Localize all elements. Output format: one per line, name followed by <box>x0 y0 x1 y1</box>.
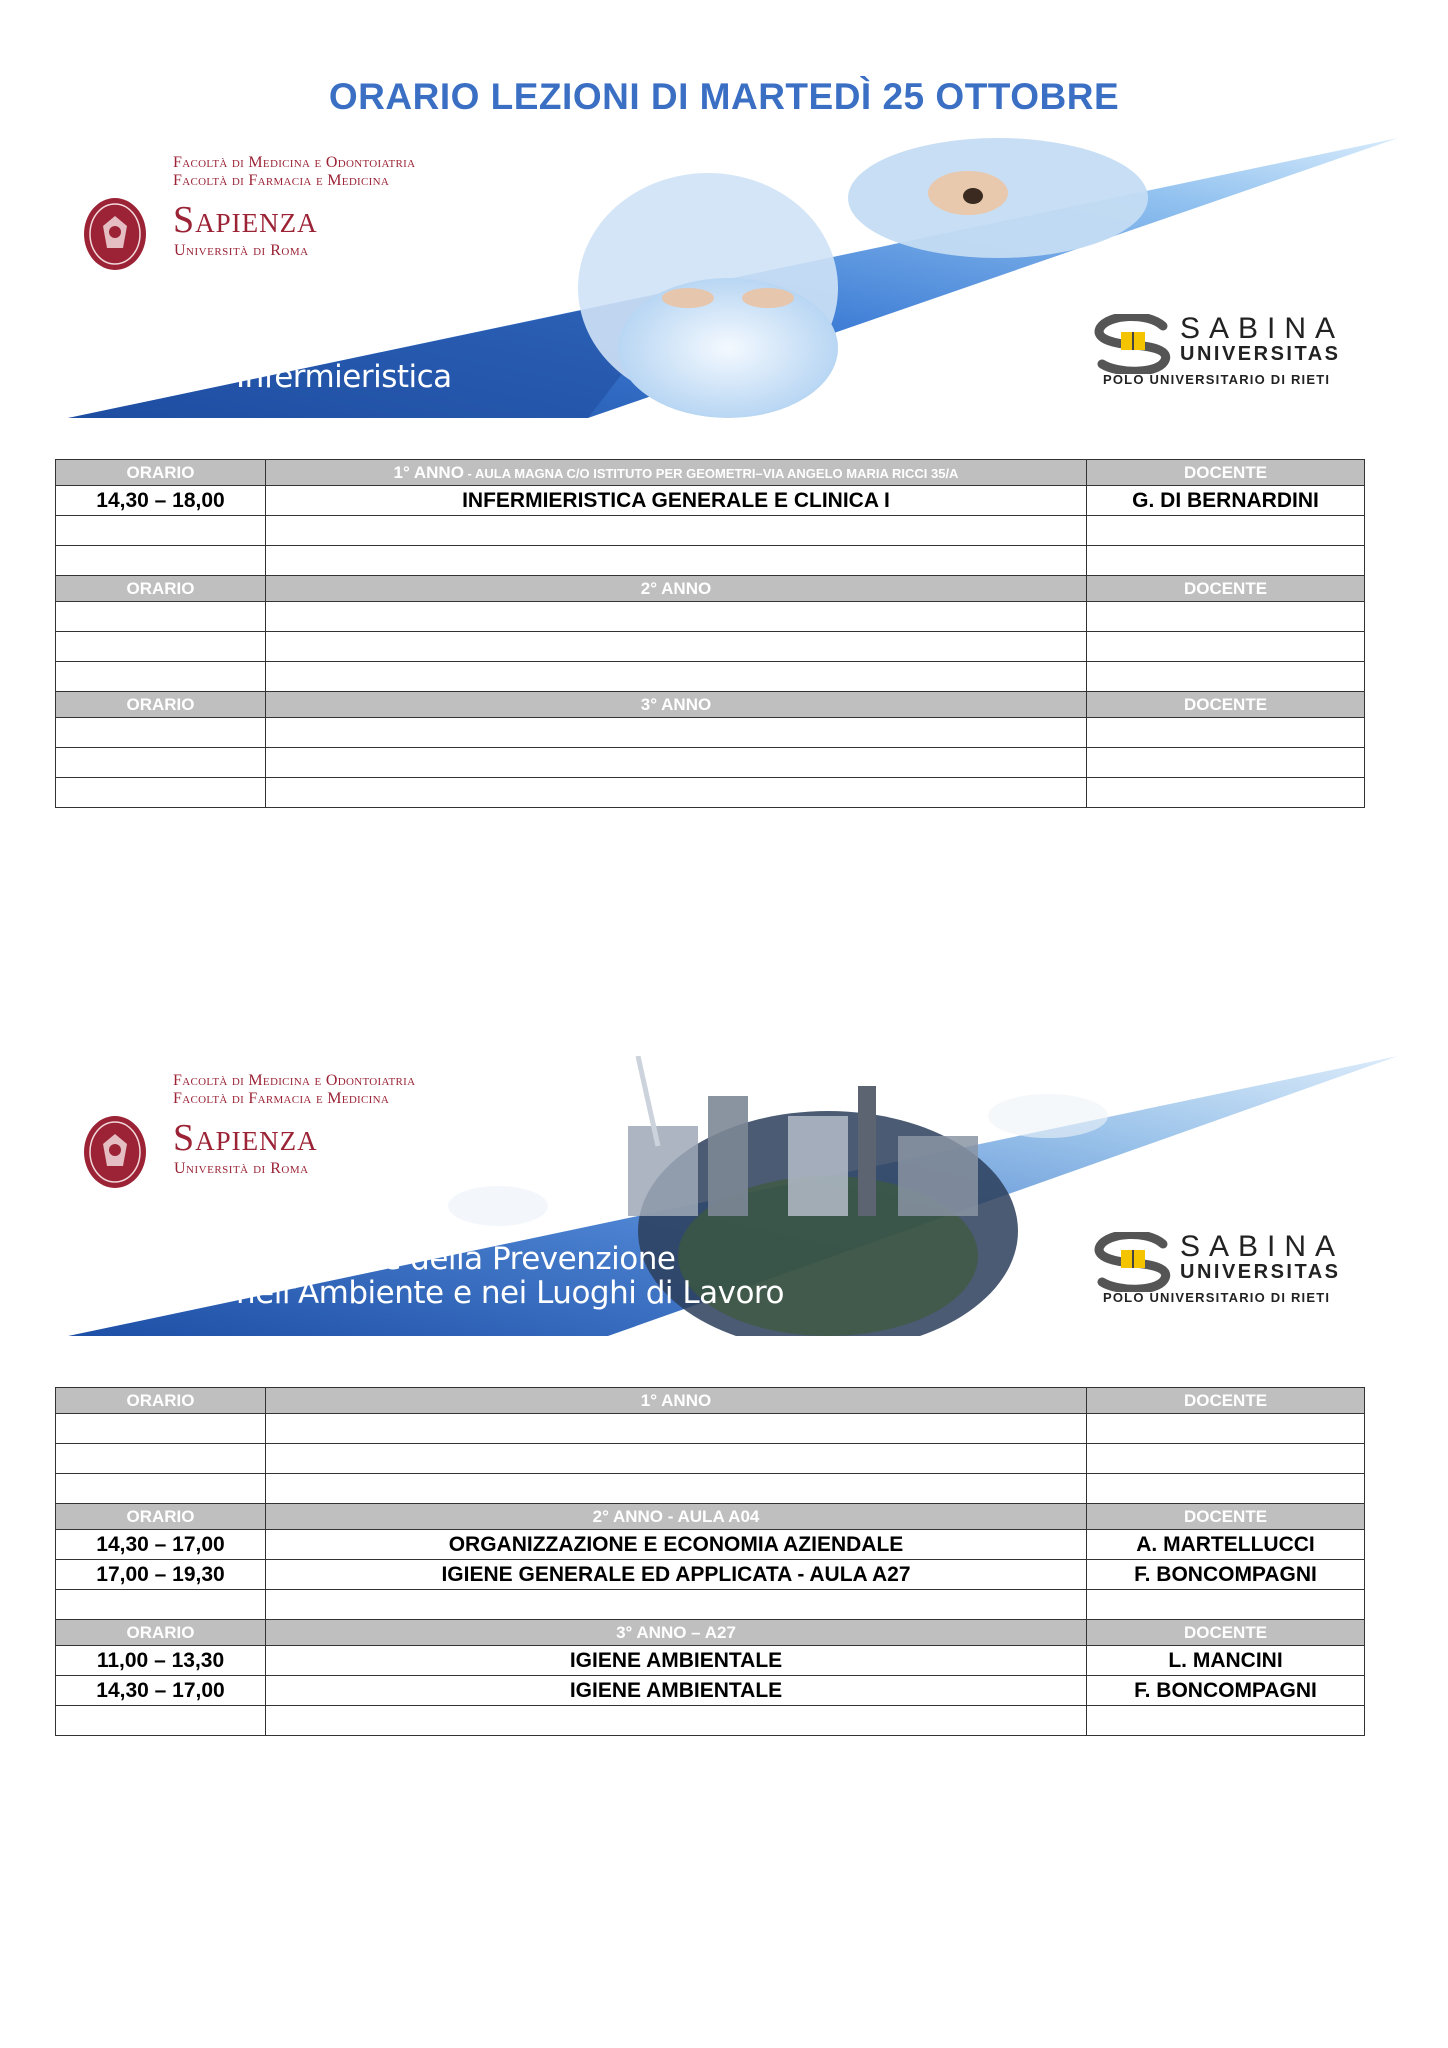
table-row <box>56 486 1365 516</box>
table-row <box>56 1560 1365 1590</box>
cell-materia <box>266 1444 1087 1474</box>
cell-orario <box>56 632 266 662</box>
sabina-subtitle: POLO UNIVERSITARIO DI RIETI <box>1103 1290 1331 1305</box>
table-header-row <box>56 1620 1365 1646</box>
cell-docente <box>1087 516 1365 546</box>
sapienza-name: Sapienza <box>173 1117 318 1159</box>
header-docente: DOCENTE <box>1087 1620 1365 1646</box>
header-anno: 1° ANNO <box>266 1388 1087 1414</box>
header-orario: ORARIO <box>56 1388 266 1414</box>
header-docente: DOCENTE <box>1087 460 1365 486</box>
cell-docente <box>1087 1590 1365 1620</box>
table-header-row <box>56 1388 1365 1414</box>
cell-orario: 14,30 – 17,00 <box>56 1530 266 1560</box>
sabina-book-icon <box>1088 1232 1178 1292</box>
cell-materia <box>266 748 1087 778</box>
cell-docente <box>1087 718 1365 748</box>
faculty-line-2: Facoltà di Farmacia e Medicina <box>173 1090 390 1107</box>
cell-materia <box>266 718 1087 748</box>
table-row <box>56 1474 1365 1504</box>
cell-orario <box>56 516 266 546</box>
schedule-table-infermieristica <box>55 459 1365 808</box>
table-row <box>56 718 1365 748</box>
cell-docente <box>1087 632 1365 662</box>
table-header-row <box>56 460 1365 486</box>
header-orario: ORARIO <box>56 1504 266 1530</box>
cell-docente <box>1087 1706 1365 1736</box>
faculty-line-2: Facoltà di Farmacia e Medicina <box>173 172 390 189</box>
sabina-name-bottom: UNIVERSITAS <box>1180 343 1341 365</box>
page-title: ORARIO LEZIONI DI MARTEDÌ 25 OTTOBRE <box>328 76 1120 117</box>
header-docente: DOCENTE <box>1087 1388 1365 1414</box>
header-anno <box>266 460 1087 486</box>
sapienza-university: Università di Roma <box>174 242 309 259</box>
cell-docente <box>1087 748 1365 778</box>
course-name-line: Infermieristica <box>236 359 452 395</box>
cell-orario <box>56 546 266 576</box>
header-anno: 3° ANNO – A27 <box>266 1620 1087 1646</box>
course-name-line: Tecniche della Prevenzione <box>271 1241 676 1277</box>
table-row <box>56 1444 1365 1474</box>
table-header-row <box>56 576 1365 602</box>
cell-materia <box>266 546 1087 576</box>
sabina-subtitle: POLO UNIVERSITARIO DI RIETI <box>1103 372 1331 387</box>
header-anno: 3° ANNO <box>266 692 1087 718</box>
cell-materia: IGIENE AMBIENTALE <box>266 1646 1087 1676</box>
cell-docente <box>1087 1474 1365 1504</box>
table-row <box>56 1706 1365 1736</box>
course-name-line: nell'Ambiente e nei Luoghi di Lavoro <box>236 1275 784 1311</box>
sabina-book-icon <box>1088 314 1178 374</box>
cell-orario: 14,30 – 17,00 <box>56 1676 266 1706</box>
table-row <box>56 1530 1365 1560</box>
cell-materia <box>266 1414 1087 1444</box>
cell-materia: ORGANIZZAZIONE E ECONOMIA AZIENDALE <box>266 1530 1087 1560</box>
cell-materia: IGIENE AMBIENTALE <box>266 1676 1087 1706</box>
table-row <box>56 602 1365 632</box>
cell-docente: F. BONCOMPAGNI <box>1087 1560 1365 1590</box>
cell-orario <box>56 1414 266 1444</box>
cell-materia <box>266 1474 1087 1504</box>
table-row <box>56 632 1365 662</box>
banner-tecniche-prevenzione <box>68 1056 1398 1336</box>
sabina-logo <box>1088 310 1388 390</box>
table-row <box>56 778 1365 808</box>
cell-docente <box>1087 1414 1365 1444</box>
table-header-row <box>56 692 1365 718</box>
table-header-row <box>56 1504 1365 1530</box>
cell-docente <box>1087 662 1365 692</box>
table-row <box>56 1676 1365 1706</box>
schedule-table-tecniche-prevenzione <box>55 1387 1365 1736</box>
cell-docente <box>1087 546 1365 576</box>
cell-orario <box>56 1706 266 1736</box>
faculty-line-1: Facoltà di Medicina e Odontoiatria <box>173 1072 416 1089</box>
header-docente: DOCENTE <box>1087 576 1365 602</box>
header-anno: 2° ANNO - AULA A04 <box>266 1504 1087 1530</box>
cell-docente <box>1087 778 1365 808</box>
sapienza-seal-icon <box>83 196 147 272</box>
cell-materia <box>266 516 1087 546</box>
cell-materia <box>266 602 1087 632</box>
cell-orario <box>56 1474 266 1504</box>
cell-orario <box>56 718 266 748</box>
header-anno-note: - AULA MAGNA C/O ISTITUTO PER GEOMETRI–VIA ANGELO MARIA RICCI 35/A <box>463 465 959 481</box>
sabina-name-bottom: UNIVERSITAS <box>1180 1261 1341 1283</box>
sabina-name-top: SABINA <box>1180 1230 1345 1263</box>
table-row <box>56 546 1365 576</box>
sapienza-university: Università di Roma <box>174 1160 309 1177</box>
header-docente: DOCENTE <box>1087 1504 1365 1530</box>
cell-docente: G. DI BERNARDINI <box>1087 486 1365 516</box>
cell-orario: 11,00 – 13,30 <box>56 1646 266 1676</box>
cell-materia <box>266 778 1087 808</box>
table-row <box>56 516 1365 546</box>
course-name <box>236 1242 784 1310</box>
table-row <box>56 1646 1365 1676</box>
cell-orario <box>56 1444 266 1474</box>
cell-materia <box>266 632 1087 662</box>
banner-infermieristica <box>68 138 1398 418</box>
cell-materia: IGIENE GENERALE ED APPLICATA - AULA A27 <box>266 1560 1087 1590</box>
sabina-logo <box>1088 1228 1388 1308</box>
faculty-line-1: Facoltà di Medicina e Odontoiatria <box>173 154 416 171</box>
table-row <box>56 662 1365 692</box>
header-orario: ORARIO <box>56 692 266 718</box>
cell-orario <box>56 602 266 632</box>
header-docente: DOCENTE <box>1087 692 1365 718</box>
cell-orario <box>56 748 266 778</box>
course-name <box>236 360 452 394</box>
cell-docente: F. BONCOMPAGNI <box>1087 1676 1365 1706</box>
cell-materia <box>266 1706 1087 1736</box>
cell-materia <box>266 1590 1087 1620</box>
sapienza-name: Sapienza <box>173 199 318 241</box>
table-row <box>56 748 1365 778</box>
cell-orario: 14,30 – 18,00 <box>56 486 266 516</box>
header-orario: ORARIO <box>56 460 266 486</box>
cell-docente <box>1087 602 1365 632</box>
header-orario: ORARIO <box>56 576 266 602</box>
cell-docente: A. MARTELLUCCI <box>1087 1530 1365 1560</box>
header-anno: 2° ANNO <box>266 576 1087 602</box>
cell-orario: 17,00 – 19,30 <box>56 1560 266 1590</box>
cell-orario <box>56 778 266 808</box>
table-row <box>56 1590 1365 1620</box>
cell-materia <box>266 662 1087 692</box>
cell-orario <box>56 1590 266 1620</box>
sabina-name-top: SABINA <box>1180 312 1345 345</box>
cell-docente: L. MANCINI <box>1087 1646 1365 1676</box>
cell-materia: INFERMIERISTICA GENERALE E CLINICA I <box>266 486 1087 516</box>
header-orario: ORARIO <box>56 1620 266 1646</box>
sapienza-seal-icon <box>83 1114 147 1190</box>
header-anno-label: 1° ANNO <box>393 462 464 482</box>
cell-docente <box>1087 1444 1365 1474</box>
table-row <box>56 1414 1365 1444</box>
cell-orario <box>56 662 266 692</box>
